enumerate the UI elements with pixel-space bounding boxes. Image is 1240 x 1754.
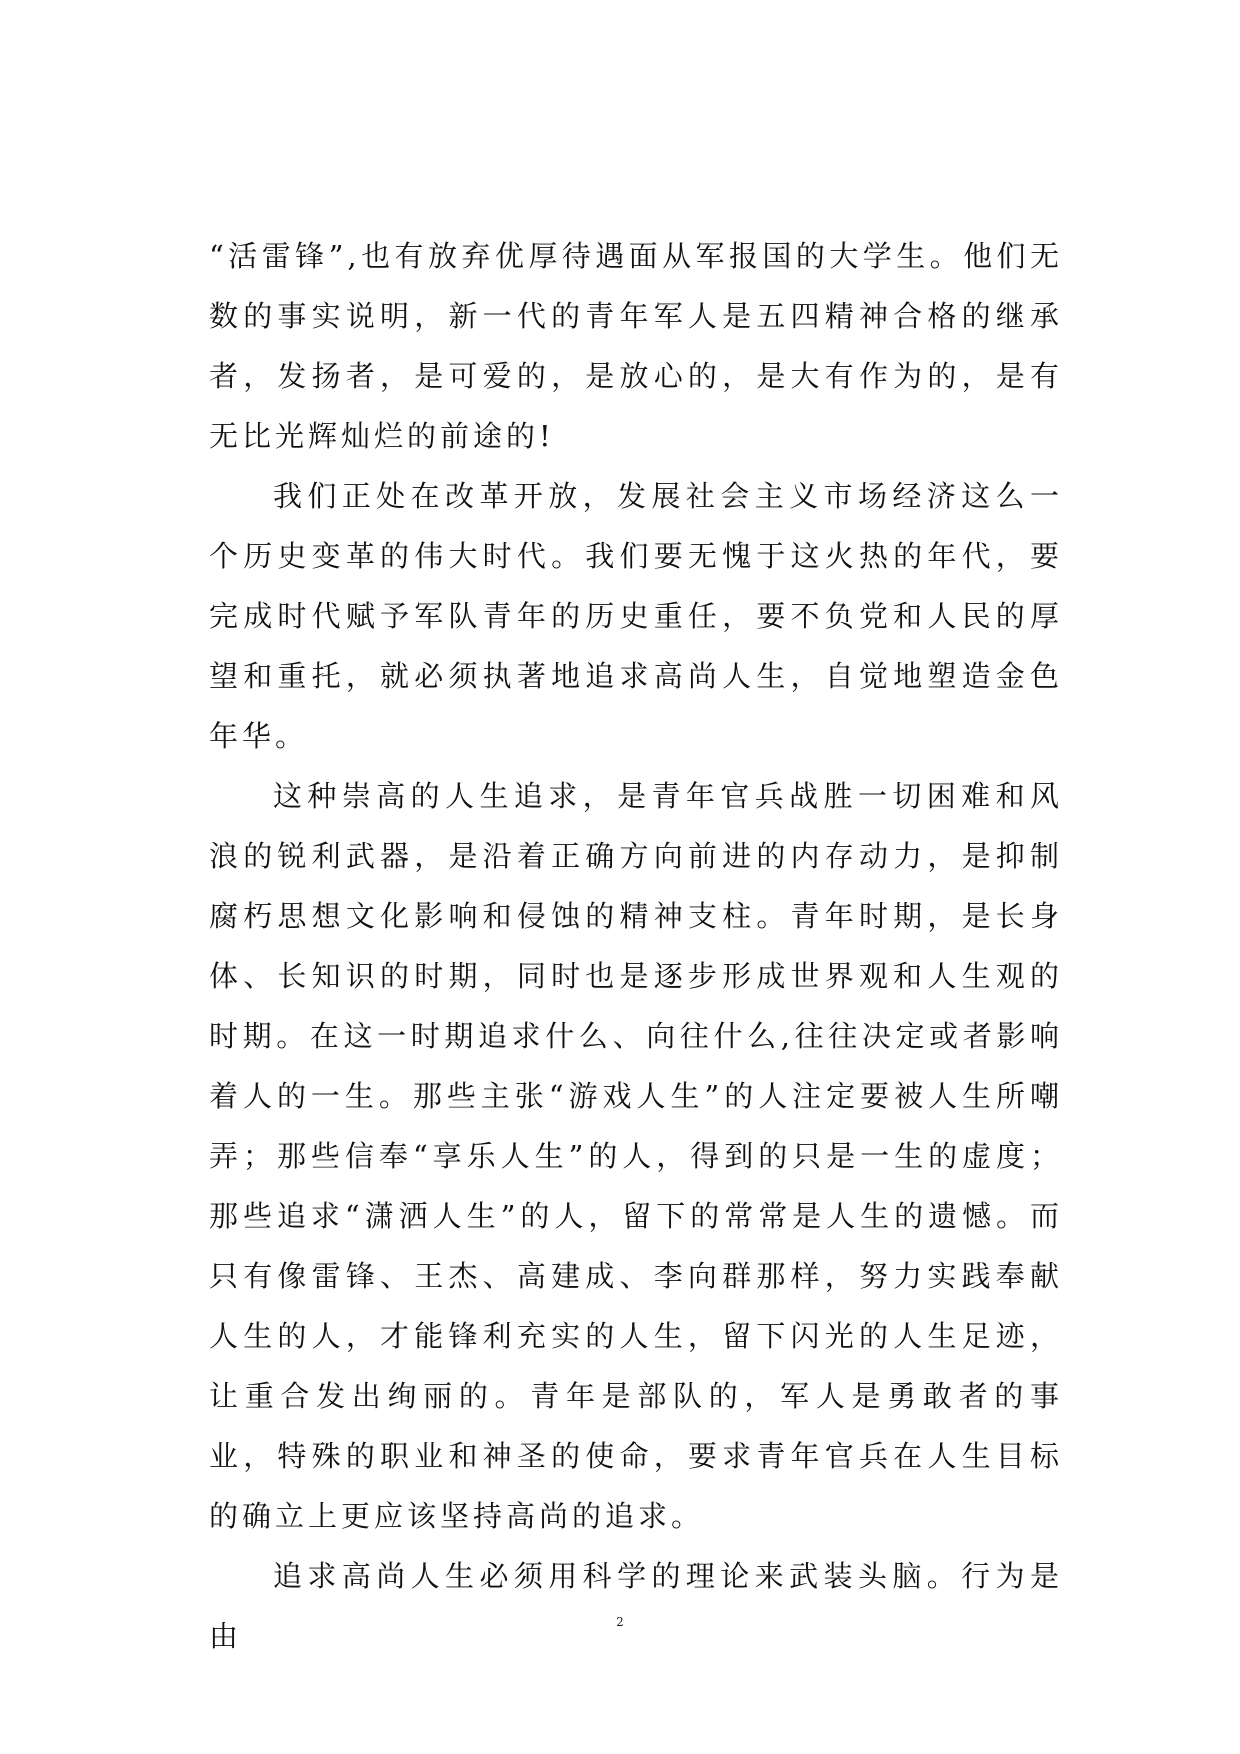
- paragraph-2: 我们正处在改革开放，发展社会主义市场经济这么一个历史变革的伟大时代。我们要无愧于这火热的年代，要完成时代赋予军队青年的历史重任，要不负党和人民的厚望和重托，就必须执著地追求高尚人生，自觉地塑造金色年华。: [209, 479, 1063, 753]
- paragraph-3: 这种崇高的人生追求，是青年官兵战胜一切困难和风浪的锐利武器，是沿着正确方向前进的内存动力，是抑制腐朽思想文化影响和侵蚀的精神支柱。青年时期，是长身体、长知识的时期，同时也是逐步形成世界观和人生观的时期。在这一时期追求什么、向往什么,往往决定或者影响着人的一生。那些主张“游戏人生”的人注定要被人生所嘲弄；那些信奉“享乐人生”的人，得到的只是一生的虚度；那些追求“潇洒人生”的人，留下的常常是人生的遗憾。而只有像雷锋、王杰、高建成、李向群那样，努力实践奉献人生的人，才能锋利充实的人生，留下闪光的人生足迹，让重合发出绚丽的。青年是部队的，军人是勇敢者的事业，特殊的职业和神圣的使命，要求青年官兵在人生目标的确立上更应该坚持高尚的追求。: [209, 779, 1063, 1533]
- page-number: 2: [616, 1615, 624, 1629]
- paragraph-1: “活雷锋”,也有放弃优厚待遇面从军报国的大学生。他们无数的事实说明，新一代的青年军人是五四精神合格的继承者，发扬者，是可爱的，是放心的，是大有作为的，是有无比光辉灿烂的前途的!: [209, 239, 1063, 453]
- paragraph-4: 追求高尚人生必须用科学的理论来武装头脑。行为是由: [209, 1559, 1063, 1653]
- body-text: [209, 226, 1063, 1666]
